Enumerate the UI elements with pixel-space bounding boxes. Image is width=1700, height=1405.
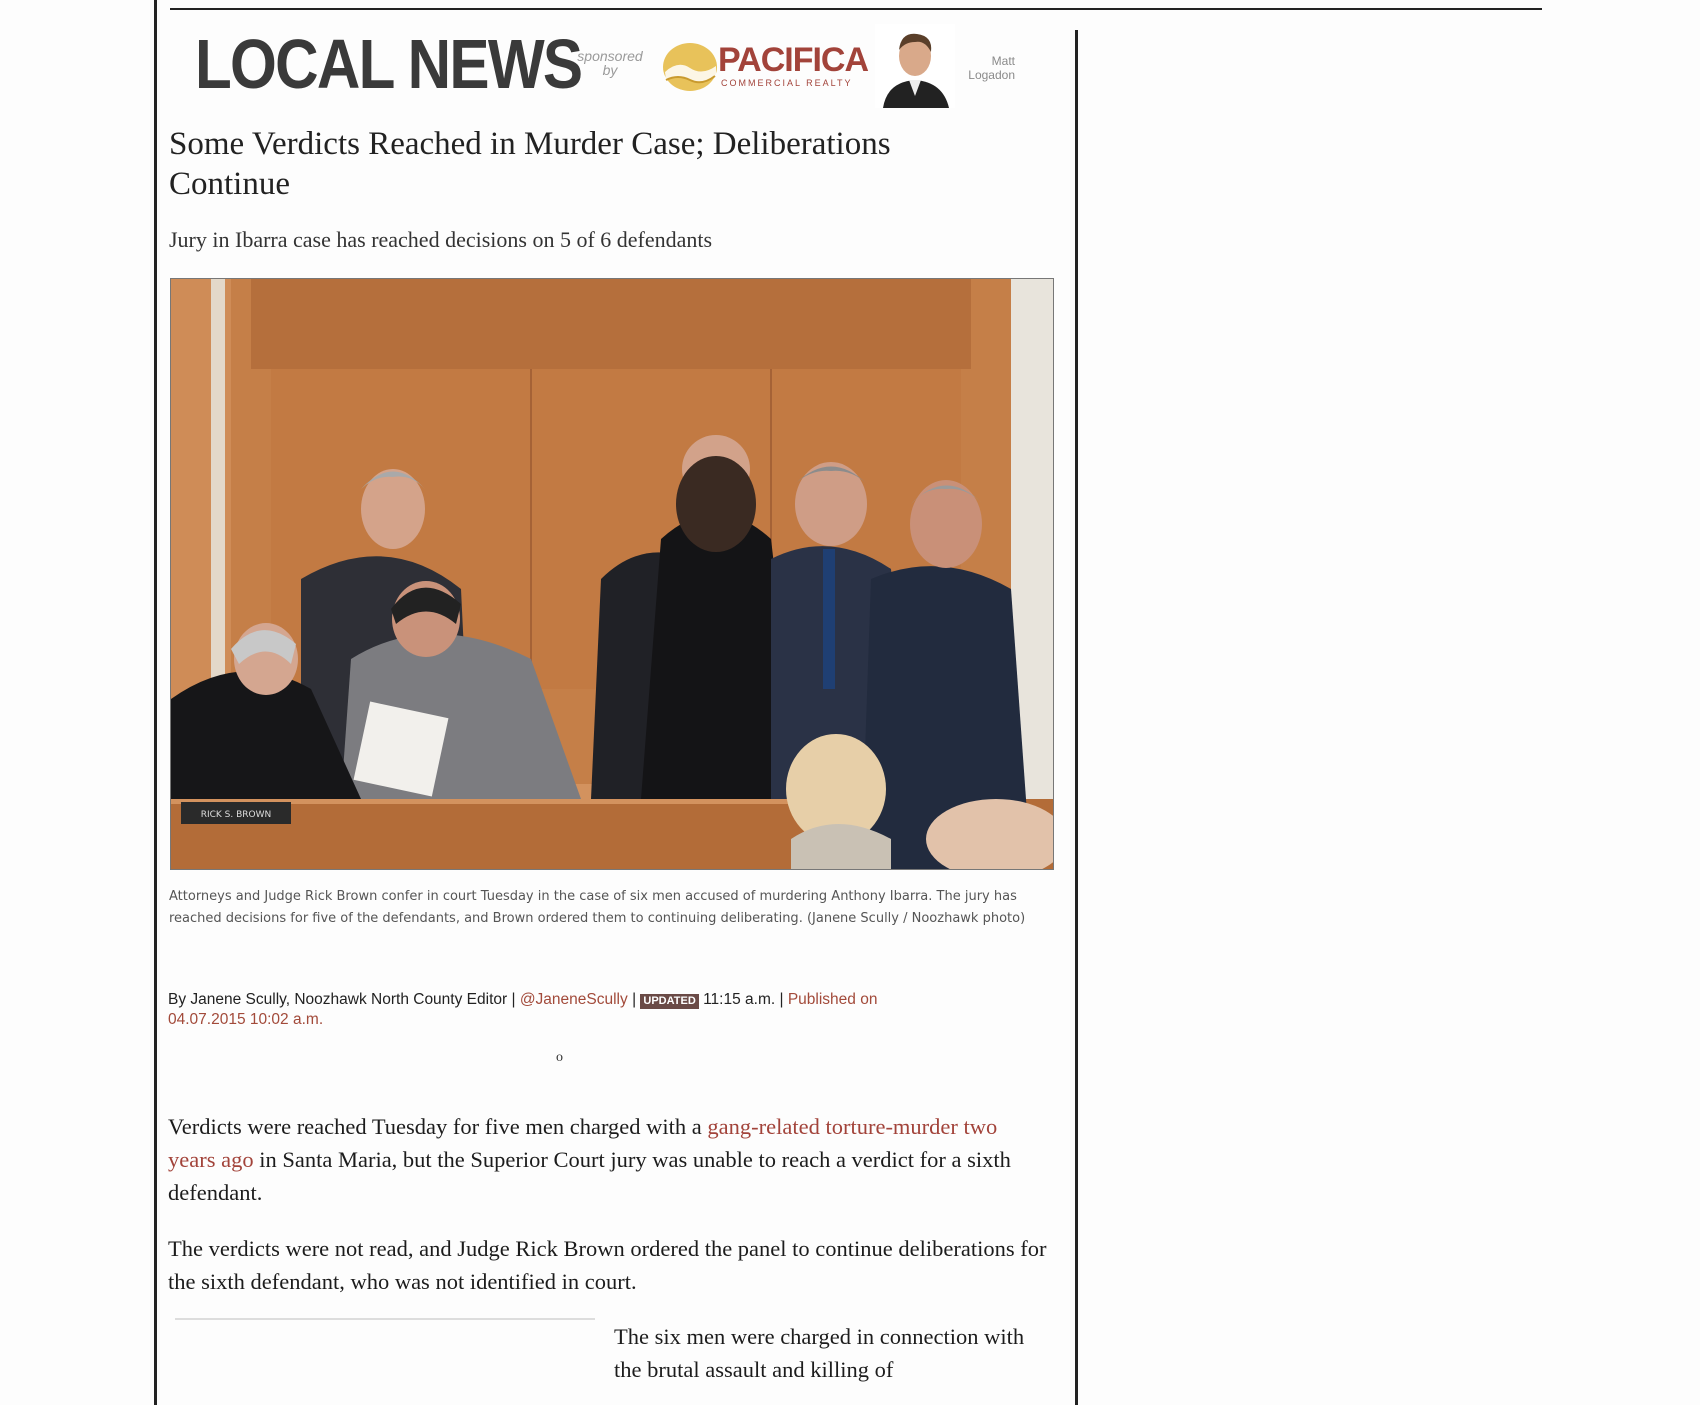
paragraph-3: The six men were charged in connection with the brutal assault and killing of	[614, 1324, 1025, 1382]
masthead	[195, 24, 1055, 114]
agent-name: Matt Logadon	[968, 54, 1015, 82]
column-rule	[1075, 30, 1078, 1405]
photo-caption: Attorneys and Judge Rick Brown confer in court Tuesday in the case of six men accused of murdering Anthony Ibarra. The jury has reached decisions for five of the defendants, and Brown ordered them to continuing deliberating. (Janene Scully / Noozhawk photo)	[169, 889, 1026, 926]
byline: By Janene Scully, Noozhawk North County Editor | @JaneneScully | UPDATED 11:15 a.m. | Published on 04.07.2015 10:02 a.m.	[168, 991, 878, 1028]
sponsor-name: PACIFICA	[718, 41, 869, 79]
section-title: LOCAL NEWS	[195, 25, 582, 103]
agent-photo	[875, 24, 955, 108]
left-rule	[154, 0, 157, 1405]
sponsor-subtitle: COMMERCIAL REALTY	[721, 78, 853, 88]
story-link[interactable]: gang-related torture-murder two years ago	[168, 1114, 998, 1172]
twitter-link[interactable]: @JaneneScully	[519, 991, 628, 1008]
divider	[175, 1318, 595, 1320]
published-date: 04.07.2015 10:02 a.m.	[168, 1011, 324, 1028]
pacifica-logo-icon	[660, 42, 720, 92]
paragraph-1: Verdicts were reached Tuesday for five men charged with a gang-related torture-murder two years ago in Santa Maria, but the Superior Court jury was unable to reach a verdict for a sixth defendant.	[168, 1114, 1011, 1205]
top-rule	[170, 8, 1542, 10]
published-label: Published on	[787, 991, 878, 1008]
article-headline: Some Verdicts Reached in Murder Case; Deliberations Continue	[169, 126, 891, 202]
courtroom-photo	[170, 278, 1054, 870]
article-subhead: Jury in Ibarra case has reached decisions on 5 of 6 defendants	[169, 227, 713, 252]
sponsored-by-label: sponsored by	[577, 48, 643, 78]
updated-badge: UPDATED	[640, 994, 698, 1009]
update-time: 11:15 a.m.	[703, 991, 776, 1008]
judge-nameplate: RICK S. BROWN	[200, 810, 272, 820]
byline-author: By Janene Scully, Noozhawk North County Editor	[168, 991, 508, 1008]
paragraph-2: The verdicts were not read, and Judge Rick Brown ordered the panel to continue deliberations for the sixth defendant, who was not identified in court.	[168, 1236, 1047, 1294]
stray-mark: o	[556, 1050, 563, 1065]
